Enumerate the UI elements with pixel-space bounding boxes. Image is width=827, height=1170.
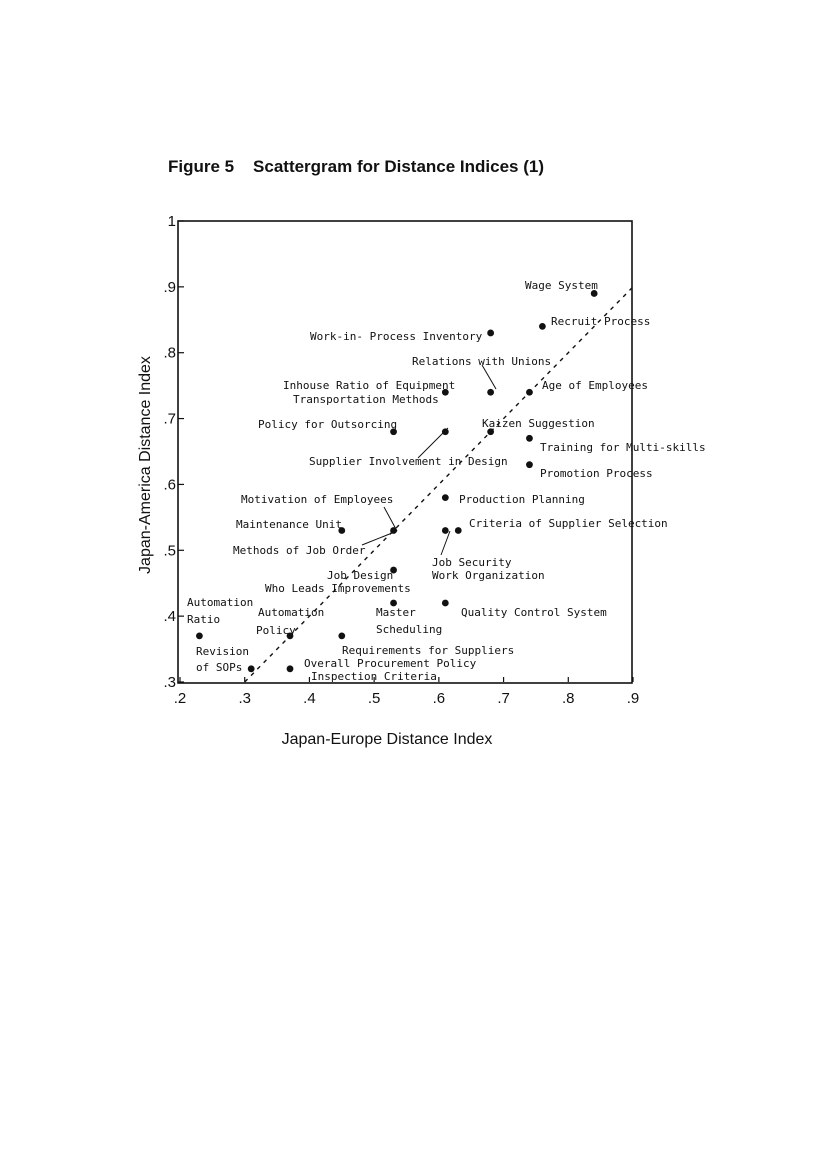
label-layer [187,279,706,683]
data-point [338,633,345,640]
x-tick-label: .5 [367,690,381,707]
point-label: Requirements for Suppliers [342,644,515,657]
data-point [248,665,255,672]
point-label: Scheduling [376,623,443,636]
point-label: Motivation of Employees [241,493,394,506]
leader-line [441,531,450,555]
x-tick-label: .4 [303,690,316,707]
y-axis-title: Japan-America Distance Index [137,356,154,574]
point-label: Supplier Involvement in Design [309,455,508,468]
y-tick-label: .8 [163,344,176,362]
point-label: Revision [196,645,249,658]
data-point [442,428,449,435]
data-point [487,330,494,337]
leader-line [418,428,448,458]
point-label: Criteria of Supplier Selection [469,517,668,530]
figure-caption: Scattergram for Distance Indices (1) [253,157,545,176]
figure-number: Figure 5 [168,157,235,176]
data-point [442,527,449,534]
y-tick-label: 1 [167,213,176,230]
point-label: of SOPs [196,661,243,674]
y-tick-label: .5 [163,542,176,560]
x-tick-label: .6 [432,690,446,707]
x-tick-label: .7 [497,690,510,707]
point-label: Job Security [432,556,512,569]
point-label: Policy for Outsorcing [258,418,398,431]
point-label: Inspection Criteria [311,670,437,683]
point-label: Production Planning [459,493,585,506]
point-label: Automation [187,596,254,609]
point-label: Relations with Unions [412,355,552,368]
point-label: Methods of Job Order [233,544,366,557]
point-label: Inhouse Ratio of Equipment [283,379,456,392]
point-label: Transportation Methods [293,393,439,406]
x-tick-label: .2 [173,690,187,707]
y-tick-label: .9 [163,278,176,296]
data-point [455,527,462,534]
point-label: Promotion Process [540,467,653,480]
point-label: Policy [256,624,296,637]
y-tick-label: .6 [163,476,176,494]
point-label: Overall Procurement Policy [304,657,477,670]
point-label: Kaizen Suggestion [482,417,595,430]
y-tick-label: .7 [163,410,176,428]
y-tick-label: .4 [163,608,176,626]
point-label: Work-in- Process Inventory [310,330,483,343]
data-point [526,389,533,396]
point-label: Automation [258,606,325,619]
leader-line [384,507,397,531]
data-point [539,323,546,330]
leader-line [362,531,397,545]
point-label: Job Design [327,569,394,582]
point-label: Work Organization [432,569,545,582]
y-tick-label: .3 [163,674,176,691]
data-point [526,435,533,442]
point-label: Recruit Process [551,315,651,328]
x-tick-label: .8 [562,690,575,707]
point-label: Age of Employees [542,379,648,392]
point-label: Who Leads Improvements [265,582,411,595]
x-tick-label: .3 [238,690,251,707]
data-point [487,389,494,396]
x-tick-label: .9 [626,690,640,707]
data-point [287,665,294,672]
point-label: Wage System [525,279,598,292]
leader-line [482,365,496,389]
data-point [442,600,449,607]
point-label: Quality Control System [461,606,607,619]
point-label: Ratio [187,613,221,626]
x-axis-title: Japan-Europe Distance Index [281,731,493,748]
data-point [526,461,533,468]
data-point [442,494,449,501]
data-point [196,633,203,640]
point-label: Maintenance Unit [236,518,342,531]
point-label: Master [376,606,416,619]
point-label: Training for Multi-skills [540,441,706,454]
